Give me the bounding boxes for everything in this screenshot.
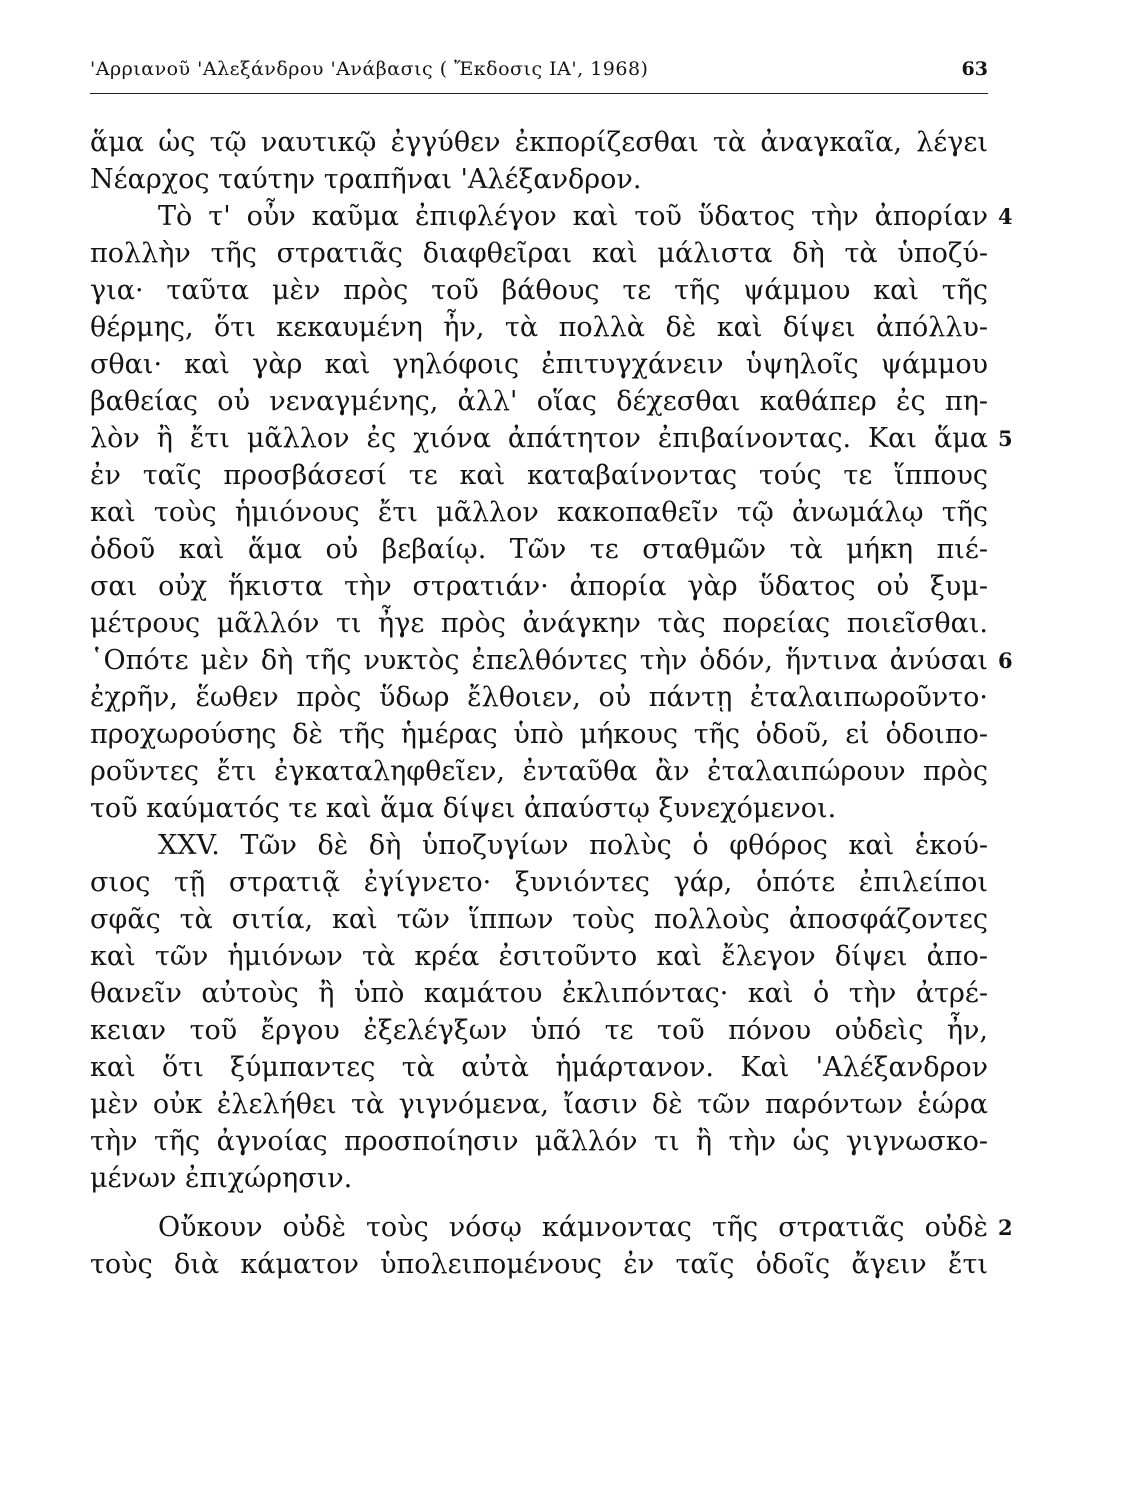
- text-line: θέρμης, ὅτι κεκαυμένη ἦν, τὰ πολλὰ δὲ καὶ δίψει ἀπόλλυ-: [90, 312, 988, 343]
- text-line: για· ταῦτα μὲν πρὸς τοῦ βάθους τε τῆς ψάμμου καὶ τῆς: [90, 275, 988, 306]
- text-line: ῾Οπότε μὲν δὴ τῆς νυκτὸς ἐπελθόντες τὴν ὁδόν, ἥντινα ἀνύσαι 6: [90, 642, 988, 679]
- text-line: σφᾶς τὰ σιτία, καὶ τῶν ἵππων τοὺς πολλοὺς ἀποσφάζοντες: [90, 904, 988, 935]
- text-line: καὶ ὅτι ξύμπαντες τὰ αὐτὰ ἡμάρτανον. Καὶ 'Αλέξανδρον: [90, 1052, 988, 1083]
- running-head-title: 'Αρριανοῦ 'Αλεξάνδρου 'Ανάβασις ( Ἔκδοσις ΙΑ', 1968): [90, 58, 649, 80]
- text-line: καὶ τῶν ἡμιόνων τὰ κρέα ἐσιτοῦντο καὶ ἔλεγον δίψει ἀπο-: [90, 941, 988, 972]
- text-line: Τὸ τ' οὖν καῦμα ἐπιφλέγον καὶ τοῦ ὕδατος τὴν ἀπορίαν 4: [90, 198, 988, 235]
- text-line: θανεῖν αὐτοὺς ἢ ὑπὸ καμάτου ἐκλιπόντας· καὶ ὁ τὴν ἀτρέ-: [90, 978, 988, 1009]
- text-line: ἐν ταῖς προσβάσεσί τε καὶ καταβαίνοντας τούς τε ἵππους: [90, 460, 988, 491]
- text-line: μέτρους μᾶλλόν τι ἦγε πρὸς ἀνάγκην τὰς πορείας ποιεῖσθαι.: [90, 608, 988, 639]
- page-number: 63: [961, 58, 988, 80]
- text-line: τοὺς διὰ κάματον ὑπολειπομένους ἐν ταῖς ὁδοῖς ἄγειν ἔτι: [90, 1249, 988, 1280]
- body-text: [90, 124, 1013, 1283]
- text-line: λὸν ἢ ἔτι μᾶλλον ἐς χιόνα ἀπάτητον ἐπιβαίνοντας. Και ἅμα 5: [90, 420, 988, 457]
- section-number: 5: [998, 426, 1013, 451]
- section-number: 2: [998, 1215, 1013, 1240]
- text-line: προχωρούσης δὲ τῆς ἡμέρας ὑπὸ μήκους τῆς ὁδοῦ, εἰ ὁδοιπο-: [90, 719, 988, 750]
- text-line: πολλὴν τῆς στρατιᾶς διαφθεῖραι καὶ μάλιστα δὴ τὰ ὑποζύ-: [90, 238, 988, 269]
- header-rule: [90, 93, 988, 94]
- section-number: 4: [998, 204, 1013, 229]
- section-number: 6: [998, 648, 1013, 673]
- text-line: σαι οὐχ ἥκιστα τὴν στρατιάν· ἀπορία γὰρ ὕδατος οὐ ξυμ-: [90, 571, 988, 602]
- text-line: τὴν τῆς ἀγνοίας προσποίησιν μᾶλλόν τι ἢ τὴν ὡς γιγνωσκο-: [90, 1126, 988, 1157]
- text-line: μὲν οὐκ ἐλελήθει τὰ γιγνόμενα, ἴασιν δὲ τῶν παρόντων ἑώρα: [90, 1089, 988, 1120]
- text-line: σθαι· καὶ γὰρ καὶ γηλόφοις ἐπιτυγχάνειν ὑψηλοῖς ψάμμου: [90, 349, 988, 380]
- text-line: βαθείας οὐ νεναγμένης, ἀλλ' οἵας δέχεσθαι καθάπερ ἐς πη-: [90, 386, 988, 417]
- text-line: ἅμα ὡς τῷ ναυτικῷ ἐγγύθεν ἐκπορίζεσθαι τὰ ἀναγκαῖα, λέγει: [90, 127, 988, 158]
- text-line: σιος τῇ στρατιᾷ ἐγίγνετο· ξυνιόντες γάρ, ὁπότε ἐπιλείποι: [90, 867, 988, 898]
- text-line: ροῦντες ἔτι ἐγκαταληφθεῖεν, ἐνταῦθα ἂν ἐταλαιπώρουν πρὸς: [90, 756, 988, 787]
- running-head: [90, 58, 988, 88]
- text-line: κειαν τοῦ ἔργου ἐξελέγξων ὑπό τε τοῦ πόνου οὐδεὶς ἦν,: [90, 1015, 988, 1046]
- text-line: μένων ἐπιχώρησιν.: [90, 1163, 353, 1194]
- text-line: Νέαρχος ταύτην τραπῆναι 'Αλέξανδρον.: [90, 164, 642, 195]
- text-line: τοῦ καύματός τε καὶ ἅμα δίψει ἀπαύστῳ ξυνεχόμενοι.: [90, 793, 837, 824]
- text-line: καὶ τοὺς ἡμιόνους ἔτι μᾶλλον κακοπαθεῖν τῷ ἀνωμάλῳ τῆς: [90, 497, 988, 528]
- text-line: ἐχρῆν, ἕωθεν πρὸς ὕδωρ ἔλθοιεν, οὐ πάντῃ ἐταλαιπωροῦντο·: [90, 682, 988, 713]
- text-line: ὁδοῦ καὶ ἅμα οὐ βεβαίῳ. Τῶν τε σταθμῶν τὰ μήκη πιέ-: [90, 534, 988, 565]
- chapter-heading-line: XXV. Τῶν δὲ δὴ ὑποζυγίων πολὺς ὁ φθόρος καὶ ἑκού-: [158, 830, 988, 861]
- text-line: Οὔκουν οὐδὲ τοὺς νόσῳ κάμνοντας τῆς στρατιᾶς οὐδὲ 2: [90, 1209, 988, 1246]
